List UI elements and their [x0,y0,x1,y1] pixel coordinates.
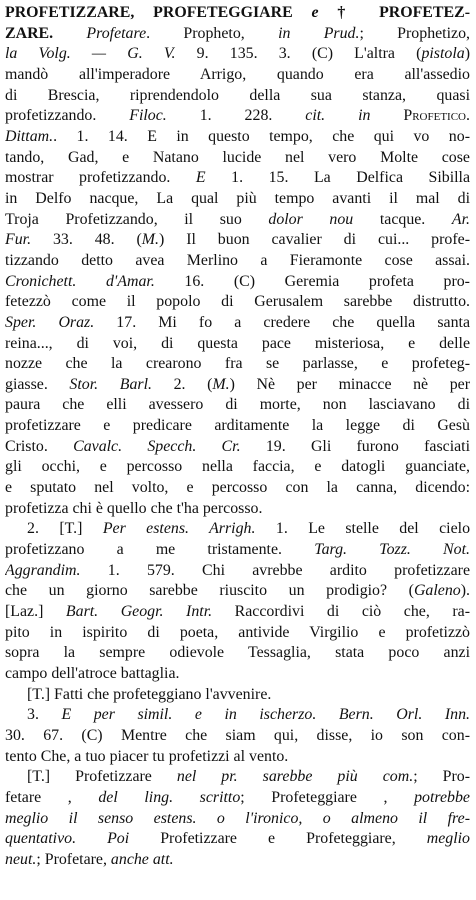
text-segment: tacque. [353,210,452,228]
text-segment: reina..., di voi, di questa pace misteriosa, e delle [5,334,470,352]
entry-line [5,788,470,809]
text-segment: ). [460,582,470,600]
text-segment: Cavalc. Specch. Cr. [73,437,241,455]
entry-line [5,705,470,726]
text-segment: Cristo. [5,437,74,455]
text-segment: M. [141,231,159,249]
entry-line [5,251,470,272]
text-segment: ) Il buon cavalier di cui... profe- [159,231,470,249]
text-segment: meglio [426,830,470,848]
entry-line [5,375,470,396]
text-segment: 3. [27,706,62,724]
text-segment: [T.] Fatti che profeteggiano l'avvenire. [27,685,272,703]
text-segment: M. [212,375,230,393]
entry-line [5,623,470,644]
text-segment: tando, Gad, e Natano lucide nel vero Molte cose [5,148,470,166]
entry-line [5,395,470,416]
entry-line [5,561,470,582]
entry-line [5,292,470,313]
text-segment: meglio il senso estens. o l'ironico, o almeno il fre- [5,809,470,827]
text-segment: ; Pro- [413,768,470,786]
text-segment: anche att. [110,850,174,868]
text-segment: Sper. Oraz. [5,313,95,331]
text-segment: E [195,169,206,187]
entry-line [5,148,470,169]
entry-line [5,86,470,107]
entry-line [5,519,470,540]
text-segment: Troja Profetizzando, il suo [5,210,269,228]
text-segment: quentativo. Poi [5,830,130,848]
text-segment: 19. Gli furono fasciati [240,437,470,455]
text-segment: profetizzare e predicare arditamente la legge di Gesù [5,417,470,435]
text-segment: 1. 15. La Delfica Sibilla [205,169,470,187]
text-segment: 2. ( [151,375,213,393]
text-segment: del ling. scritto [98,788,241,806]
text-segment: gli occhi, e percosso nella faccia, e datogli guanciate, [5,458,470,476]
text-segment: cit. in [305,107,371,125]
text-segment: in Delfo nacque, La qual più tempo avanti il mal di [5,189,470,207]
entry-line [5,189,470,210]
text-segment: e sputato nel volto, e percosso con la canna, dicendo: [5,479,470,497]
text-segment: 33. 48. ( [31,231,142,249]
text-segment: mandò all'imperadore Arrigo, quando era all'assedio [5,65,470,83]
text-segment: potrebbe [414,788,470,806]
text-segment: PROFETIZZARE, PROFETEGGIARE [5,4,312,21]
entry-line [5,540,470,561]
entry-line [5,499,470,520]
text-segment: ; Prophetizo, [359,24,470,42]
text-segment: . Propheto, [146,24,279,42]
text-segment: Filoc. [129,107,167,125]
text-segment: che un giorno sarebbe riuscito un prodigio? ( [5,582,414,600]
dictionary-entry-profetizzare [5,3,470,871]
text-segment: Raccordivi di ciò che, ra- [212,603,470,621]
entry-line [5,726,470,747]
text-segment: ZARE. [5,24,54,42]
text-segment: Fur. [5,231,32,249]
entry-line [5,685,470,706]
text-segment: Cronichett. d'Amar. [5,272,155,290]
text-segment: nozze che la crearono fra se parlasse, e profeteg- [5,355,470,373]
text-segment: 16. (C) Geremia profeta pro- [154,272,470,290]
entry-line [5,3,470,24]
text-segment: profetizza chi è quello che t'ha percosso. [5,499,263,517]
text-segment: E per simil. e in ischerzo. Bern. Orl. Inn. [61,706,470,724]
text-segment: Per estens. Arrigh. [102,520,256,538]
text-segment: fetezzò come il popolo di Gerusalem sarebbe distrutto. [5,293,470,311]
entry-line [5,210,470,231]
entry-line [5,354,470,375]
text-segment: Aggrandim. [5,561,81,579]
entry-line [5,747,470,768]
text-segment: nel pr. sarebbe più com. [176,768,414,786]
text-segment: Stor. Barl. [69,375,152,393]
entry-line [5,106,470,127]
text-segment: Profetare [86,24,147,42]
entry-line [5,809,470,830]
text-segment: sopra la sempre odievole Tessaglia, stata poco anzi [5,644,470,662]
text-segment: profetizzano a me tristamente. [5,541,315,559]
text-segment: Dittam. [5,127,54,145]
text-segment: [Laz.] [5,603,66,621]
text-segment: ; Profetare, [36,850,111,868]
text-segment: [T.] Profetizzare [27,768,177,786]
text-segment: tizzando detto avea Merlino a Fieramonte cose assai. [5,251,470,269]
text-segment: 9. 135. 3. (C) L'altra ( [175,45,422,63]
text-segment: ) [464,45,470,63]
entry-line [5,334,470,355]
text-segment: Profetizzare e Profeteggiare, [129,830,427,848]
text-segment: tento Che, a tuo piacer tu profetizzi al vento. [5,747,289,765]
text-segment: Profetico [370,107,466,125]
text-segment: paura che elli avessero di morte, non lasciavano di [5,396,470,414]
text-segment: 2. [T.] [27,520,103,538]
text-segment: 1. Le stelle del cielo [255,520,470,538]
entry-line [5,664,470,685]
entry-line [5,437,470,458]
entry-line [5,478,470,499]
text-segment: . [466,107,470,125]
text-segment: Ar. [451,210,470,228]
text-segment: 30. 67. (C) Mentre che siam qui, disse, io son con- [5,726,470,744]
text-segment: e [311,4,319,21]
text-segment: profetizzando. [5,107,130,125]
entry-line [5,272,470,293]
entry-line [5,602,470,623]
entry-line [5,44,470,65]
entry-line [5,850,470,871]
text-segment: 17. Mi fo a credere che quella santa [94,313,470,331]
entry-line [5,65,470,86]
text-segment: di Brescia, riprendendolo della sua stanza, quasi [5,86,470,104]
text-segment [53,25,86,42]
text-segment: ) Nè per minacce nè per [229,375,470,393]
text-segment: Targ. Tozz. Not. [314,541,470,559]
text-segment: dolor nou [268,210,354,228]
entry-line [5,230,470,251]
entry-line [5,457,470,478]
text-segment: in Prud. [278,24,360,42]
text-segment: 1. 228. [166,107,306,125]
text-segment: la Volg. — G. V. [5,45,176,63]
entry-line [5,581,470,602]
text-segment: Bart. Geogr. Intr. [65,603,213,621]
text-segment: † PROFETEZ- [318,4,470,21]
text-segment: pito in ispirito di poeta, antivide Virgilio e profetizzò [5,623,470,641]
entry-line [5,168,470,189]
entry-line [5,313,470,334]
text-segment: . 1. 14. E in questo tempo, che qui vo no- [53,127,470,145]
text-segment: mostrar profetizzando. [5,169,196,187]
text-segment: pistola [421,45,465,63]
text-segment: Galeno [413,582,461,600]
entry-line [5,767,470,788]
entry-line [5,643,470,664]
text-segment: campo dell'atroce battaglia. [5,665,180,682]
text-segment: neut. [5,850,37,868]
text-segment: ; Profeteggiare , [240,788,415,806]
entry-line [5,127,470,148]
entry-line [5,24,470,45]
text-segment: fetare , [5,788,99,806]
text-segment: 1. 579. Chi avrebbe ardito profetizzare [80,561,470,579]
entry-line [5,829,470,850]
text-segment: giasse. [5,375,70,393]
entry-line [5,416,470,437]
